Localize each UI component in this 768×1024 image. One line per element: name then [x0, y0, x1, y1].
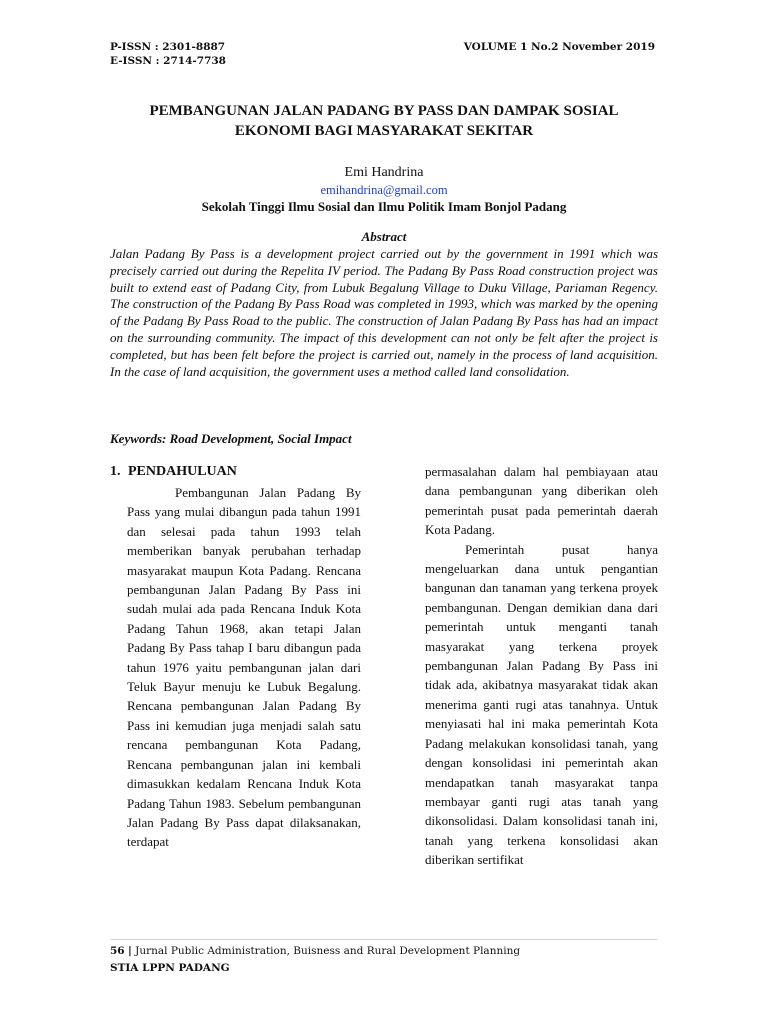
abstract-text: Jalan Padang By Pass is a development project carried out by the government in 1991 which was precisely carried out during the Repelita IV period. The Padang By Pass Road construction project was built to extend east of Padang City, from Lubuk Begalung Village to Duku Village, Pariaman Regency. The construction of the Padang By Pass Road was completed in 1993, which was marked by the opening of the Padang By Pass Road to the public. The construction of Jalan Padang By Pass has had an impact on the surrounding community. The impact of this development can not only be felt after the project is completed, but has been felt before the project is carried out, namely in the process of land acquisition. In the case of land acquisition, the government uses a method called land consolidation. — [110, 246, 658, 379]
section-number: 1. — [110, 464, 121, 479]
page-number: 56 — [110, 945, 125, 957]
author-institution: Sekolah Tinggi Ilmu Sosial dan Ilmu Politik Imam Bonjol Padang — [201, 199, 567, 214]
column-left — [127, 483, 361, 852]
section-heading — [110, 464, 237, 480]
e-issn: E-ISSN : 2714-7738 — [110, 55, 226, 67]
paragraph: permasalahan dalam hal pembiayaan atau dana pembangunan yang diberikan oleh pemerintah pusat pada pemerintah daerah Kota Padang. — [425, 464, 658, 538]
author-email[interactable]: emihandrina@gmail.com — [320, 183, 448, 197]
journal-name: Jurnal Public Administration, Buisness and Rural Development Planning — [135, 945, 521, 957]
paragraph: Pembangunan Jalan Padang By Pass yang mulai dibangun pada tahun 1991 dan selesai pada tahun 1993 telah memberikan banyak perubahan terhadap masyarakat maupun Kota Padang. Rencana pembangunan Jalan Padang By Pass ini sudah mulai ada pada Rencana Induk Kota Padang Tahun 1968, akan tetapi Jalan Padang By Pass tahap I baru dibangun pada tahun 1976 yaitu pembangunan jalan dari Teluk Bayur menuju ke Lubuk Begalung. Rencana pembangunan Jalan Padang By Pass ini kemudian juga menjadi salah satu rencana pembangunan Kota Padang, Rencana pembangunan jalan ini kembali dimasukkan kedalam Rencana Induk Kota Padang Tahun 1983. Sebelum pembangunan Jalan Padang By Pass dapat dilaksanakan, terdapat — [127, 485, 361, 850]
footer-divider — [110, 939, 658, 940]
abstract-heading: Abstract — [361, 229, 407, 244]
publisher-name: STIA LPPN PADANG — [110, 962, 230, 974]
volume-info: VOLUME 1 No.2 November 2019 — [463, 41, 655, 53]
paragraph: Pemerintah pusat hanya mengeluarkan dana untuk pengantian bangunan dan tanaman yang terkena proyek pembangunan. Dengan demikian dana dari pemerintah untuk menganti tanah masyarakat yang terkena proyek pembangunan Jalan Padang By Pass ini tidak ada, akibatnya masyarakat tidak akan menerima ganti rugi atas tanahnya. Untuk menyiasati hal ini maka pemerintah Kota Padang melakukan konsolidasi tanah, yang dengan konsolidasi ini pemerintah akan mendapatkan tanah masyarakat tanpa membayar ganti rugi atas tanah yang dikonsolidasi. Dalam konsolidasi tanah ini, tanah yang terkena konsolidasi akan diberikan sertifikat — [425, 541, 658, 868]
keywords: Keywords: Road Development, Social Impact — [110, 431, 352, 446]
section-title: PENDAHULUAN — [128, 464, 237, 479]
column-right — [425, 462, 658, 870]
footer-separator: | — [127, 945, 132, 957]
title-line-2: EKONOMI BAGI MASYARAKAT SEKITAR — [234, 123, 534, 139]
author-name: Emi Handrina — [344, 165, 424, 180]
footer-journal-line — [110, 945, 520, 957]
paper-title — [100, 101, 668, 141]
p-issn: P-ISSN : 2301-8887 — [110, 41, 226, 53]
title-line-1: PEMBANGUNAN JALAN PADANG BY PASS DAN DAMPAK SOSIAL — [149, 103, 619, 119]
